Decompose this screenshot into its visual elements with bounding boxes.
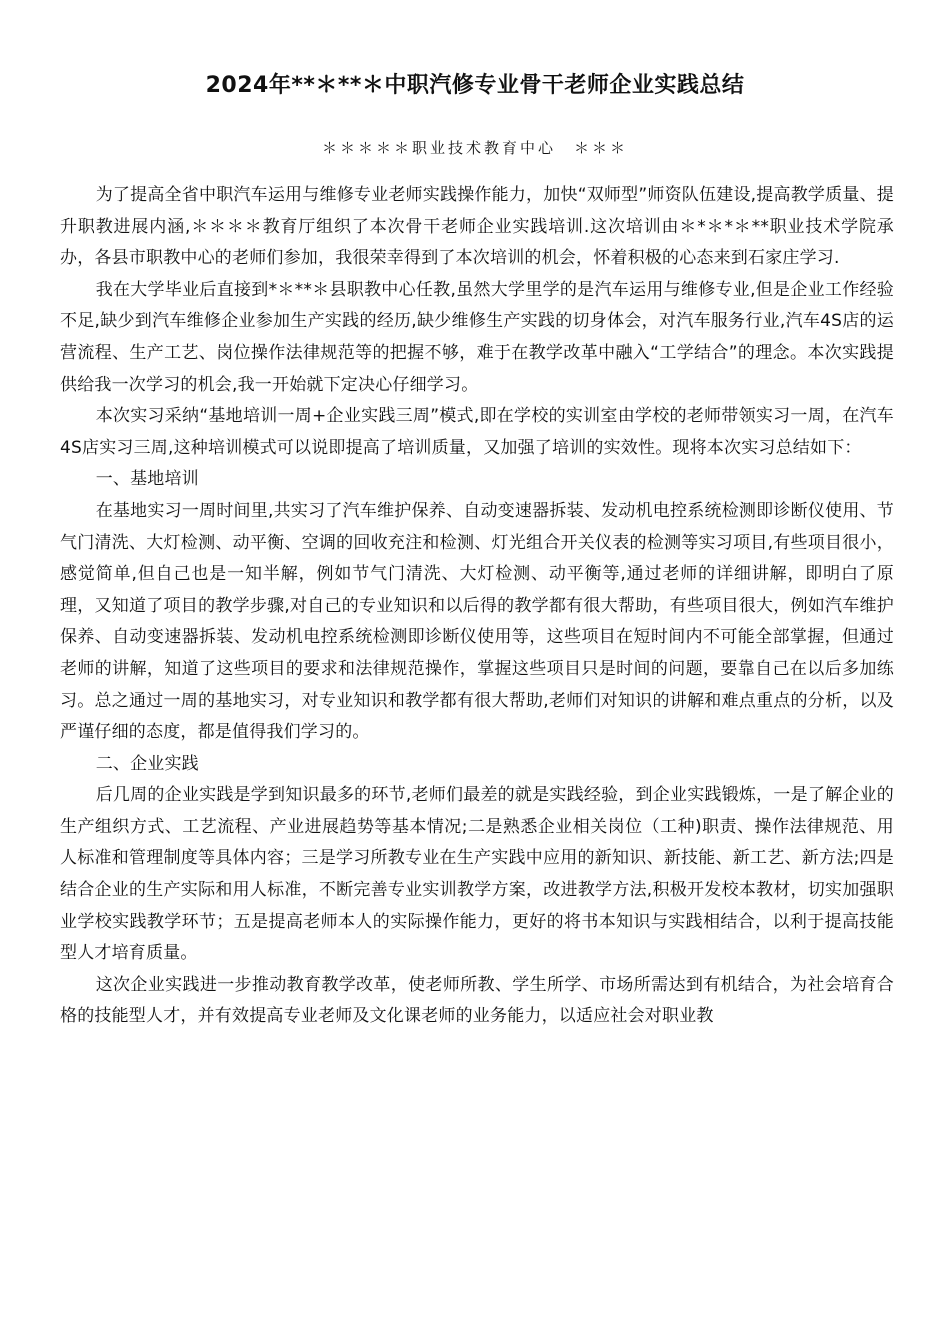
paragraph-enterprise-practice: 后几周的企业实践是学到知识最多的环节,老师们最差的就是实践经验，到企业实践锻炼，一是了解企业的生产组织方式、工艺流程、产业进展趋势等基本情况;二是熟悉企业相关岗位（工种)职责、操作法律规范、用人标准和管理制度等具体内容；三是学习所教专业在生产实践中应用的新知识、新技能、新工艺、新方法;四是结合企业的生产实际和用人标准，不断完善专业实训教学方案，改进教学方法,积极开发校本教材，切实加强职业学校实践教学环节；五是提高老师本人的实际操作能力，更好的将书本知识与实践相结合，以利于提高技能型人才培育质量。 [60, 785, 894, 964]
section-heading-enterprise-practice: 二、企业实践 [95, 753, 199, 774]
paragraph-background: 我在大学毕业后直接到*＊**＊县职教中心任教,虽然大学里学的是汽车运用与维修专业,但是企业工作经验不足,缺少到汽车维修企业参加生产实践的经历,缺少维修生产实践的切身体会，对汽车服务行业,汽车4S店的运营流程、生产工艺、岗位操作法律规范等的把握不够，难于在教学改革中融入“工学结合”的理念。本次实践提供给我一次学习的机会,我一开始就下定决心仔细学习。 [60, 279, 894, 395]
document-body [60, 180, 894, 1033]
document-subtitle: ＊＊＊＊＊职业技术教育中心 ＊＊＊ [321, 139, 628, 157]
paragraph-mode: 本次实习采纳“基地培训一周+企业实践三周”模式,即在学校的实训室由学校的老师带领实习一周，在汽车4S店实习三周,这种培训模式可以说即提高了培训质量，又加强了培训的实效性。现将本次实习总结如下： [60, 406, 894, 458]
document-title: 2024年**＊**＊中职汽修专业骨干老师企业实践总结 [205, 73, 745, 98]
section-heading-base-training: 一、基地培训 [95, 469, 199, 490]
paragraph-conclusion: 这次企业实践进一步推动教育教学改革，使老师所教、学生所学、市场所需达到有机结合，为社会培育合格的技能型人才，并有效提高专业老师及文化课老师的业务能力，以适应社会对职业教 [60, 974, 894, 1027]
paragraph-base-training: 在基地实习一周时间里,共实习了汽车维护保养、自动变速器拆装、发动机电控系统检测即诊断仪使用、节气门清洗、大灯检测、动平衡、空调的回收充注和检测、灯光组合开关仪表的检测等实习项目,有些项目很小，感觉简单,但自己也是一知半解，例如节气门清洗、大灯检测、动平衡等,通过老师的详细讲解，即明白了原理，又知道了项目的教学步骤,对自己的专业知识和以后得的教学都有很大帮助，有些项目很大，例如汽车维护保养、自动变速器拆装、发动机电控系统检测即诊断仪使用等，这些项目在短时间内不可能全部掌握，但通过老师的讲解，知道了这些项目的要求和法律规范操作，掌握这些项目只是时间的问题，要靠自己在以后多加练习。总之通过一周的基地实习，对专业知识和教学都有很大帮助,老师们对知识的讲解和难点重点的分析，以及严谨仔细的态度，都是值得我们学习的。 [60, 500, 894, 743]
paragraph-intro: 为了提高全省中职汽车运用与维修专业老师实践操作能力，加快“双师型”师资队伍建设,提高教学质量、提升职教进展内涵,＊＊＊＊教育厅组织了本次骨干老师企业实践培训.这次培训由＊*＊*＊**职业技术学院承办，各县市职教中心的老师们参加，我很荣幸得到了本次培训的机会，怀着积极的心态来到石家庄学习. [60, 185, 894, 269]
